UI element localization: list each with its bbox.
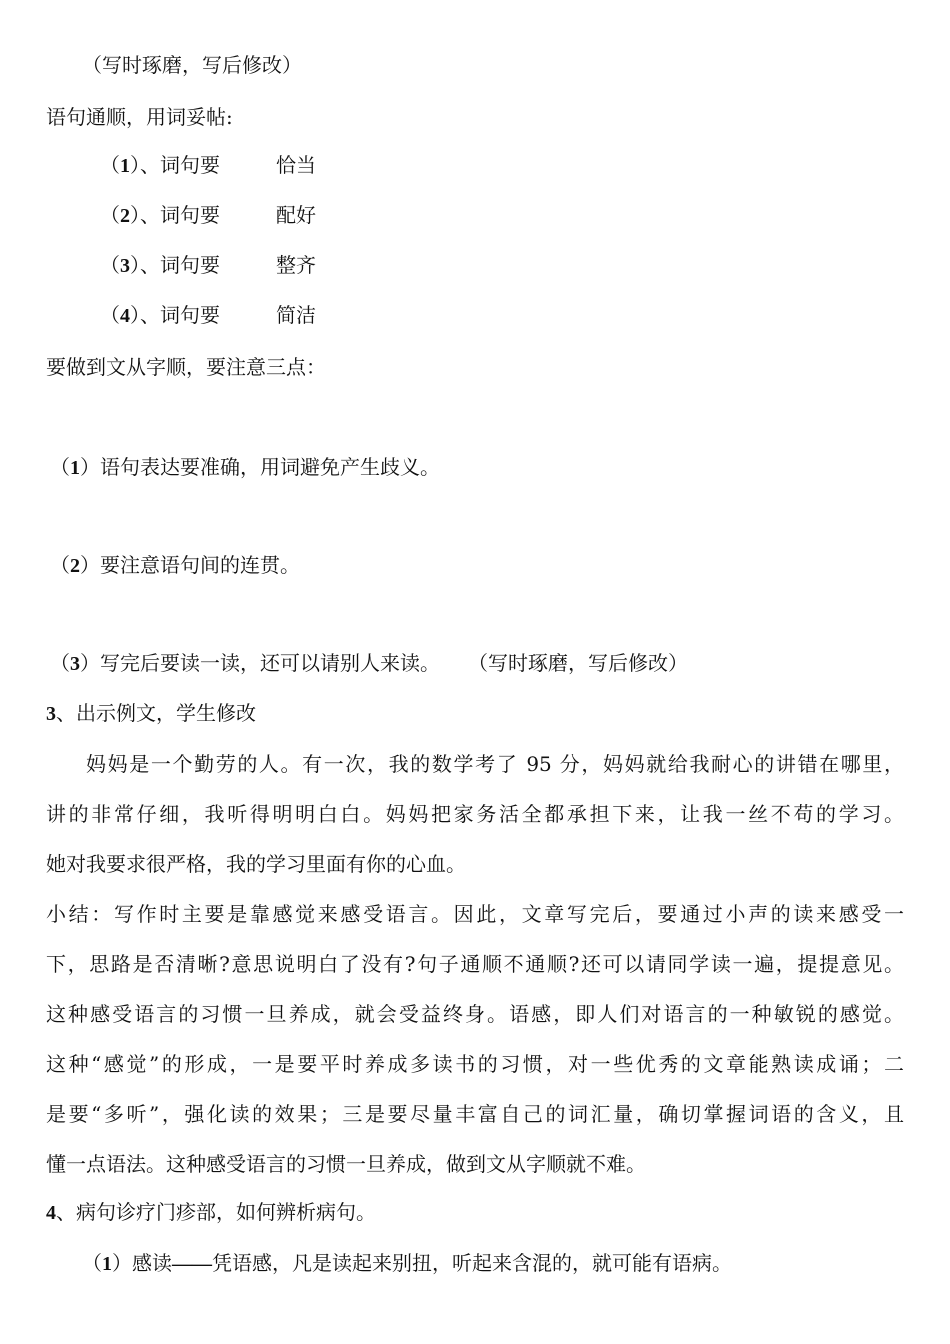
point-number: 3 (70, 653, 80, 675)
item-number: 2 (120, 205, 130, 227)
summary-line: 小结：写作时主要是靠感觉来感受语言。因此，文章写完后，要通过小声的读来感受一 (46, 902, 904, 926)
word-rule-item: （2）、词句要 配好 (100, 203, 316, 227)
item-number: 1 (120, 155, 130, 177)
word-rule-item: （4）、词句要 简洁 (100, 303, 316, 327)
item-value: 恰当 (276, 153, 316, 177)
method-dash: —— (172, 1253, 212, 1275)
summary-line: 这种“感觉”的形成，一是要平时养成多读书的习惯，对一些优秀的文章能熟读成诵；二 (46, 1052, 904, 1076)
three-points-heading: 要做到文从字顺，要注意三点： (46, 355, 326, 379)
section-number: 4 (46, 1202, 56, 1224)
summary-line: 是要“多听”，强化读的效果；三是要尽量丰富自己的词汇量，确切掌握词语的含义，且 (46, 1102, 904, 1126)
point-text: 要注意语句间的连贯。 (100, 553, 300, 577)
section-number: 3 (46, 703, 56, 725)
section-title: 、病句诊疗门疹部，如何辨析病句。 (56, 1200, 376, 1224)
item-value: 简洁 (276, 303, 316, 327)
word-rule-item: （1）、词句要 恰当 (100, 153, 316, 177)
point-item: （3）写完后要读一读，还可以请别人来读。 （写时琢磨，写后修改） (50, 651, 688, 675)
word-rule-item: （3）、词句要 整齐 (100, 253, 316, 277)
point-note: （写时琢磨，写后修改） (468, 651, 688, 675)
item-value: 配好 (276, 203, 316, 227)
summary-line: 下，思路是否清晰?意思说明白了没有?句子通顺不通顺?还可以请同学读一遍，提提意见。 (46, 952, 904, 976)
section-heading (46, 700, 256, 727)
item-value: 整齐 (276, 253, 316, 277)
section-title: 、出示例文，学生修改 (56, 701, 256, 725)
summary-line: 这种感受语言的习惯一旦养成，就会受益终身。语感，即人们对语言的一种敏锐的感觉。 (46, 1002, 904, 1026)
item-label: 、词句要 (140, 203, 220, 227)
method-label: 感读 (132, 1251, 172, 1275)
point-text: 写完后要读一读，还可以请别人来读。 (100, 651, 440, 675)
point-number: 2 (70, 555, 80, 577)
example-line: 讲的非常仔细，我听得明明白白。妈妈把家务活全都承担下来，让我一丝不苟的学习。 (46, 802, 904, 826)
item-label: 、词句要 (140, 253, 220, 277)
heading-fluency: 语句通顺，用词妥帖: (46, 105, 233, 129)
summary-line: 懂一点语法。这种感受语言的习惯一旦养成，做到文从字顺就不难。 (46, 1152, 646, 1176)
method-text: 凭语感，凡是读起来别扭，听起来含混的，就可能有语病。 (212, 1251, 732, 1275)
point-item: （1）语句表达要准确，用词避免产生歧义。 (50, 455, 440, 479)
intro-note: （写时琢磨，写后修改） (82, 53, 302, 77)
method-number: 1 (102, 1253, 112, 1275)
point-text: 语句表达要准确，用词避免产生歧义。 (100, 455, 440, 479)
item-number: 4 (120, 305, 130, 327)
example-line: 妈妈是一个勤劳的人。有一次，我的数学考了 95 分，妈妈就给我耐心的讲错在哪里， (86, 752, 904, 776)
item-label: 、词句要 (140, 153, 220, 177)
method-item: （1）感读——凭语感，凡是读起来别扭，听起来含混的，就可能有语病。 (82, 1251, 732, 1275)
item-number: 3 (120, 255, 130, 277)
point-number: 1 (70, 457, 80, 479)
section-heading (46, 1199, 376, 1226)
item-label: 、词句要 (140, 303, 220, 327)
example-line: 她对我要求很严格，我的学习里面有你的心血。 (46, 852, 466, 876)
point-item: （2）要注意语句间的连贯。 (50, 553, 300, 577)
